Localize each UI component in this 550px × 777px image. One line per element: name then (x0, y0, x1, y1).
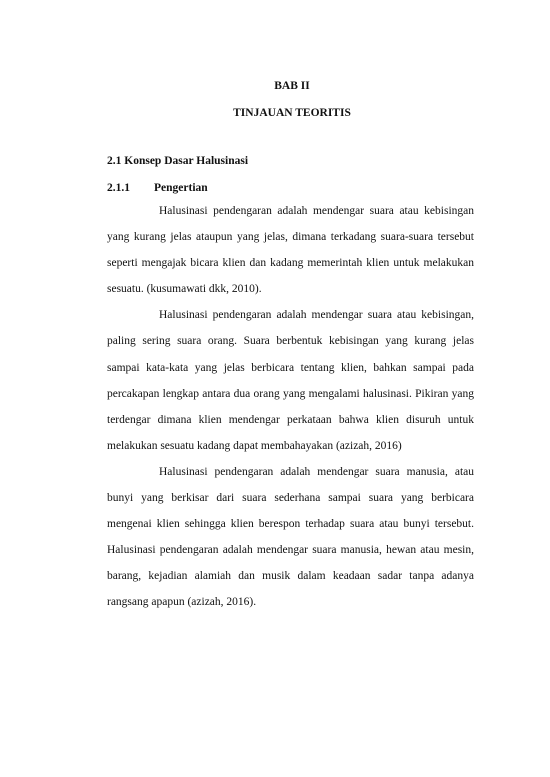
paragraph-3: Halusinasi pendengaran adalah mendengar suara manusia, atau bunyi yang berkisar dari suara sederhana sampai suara yang berbicara mengenai klien sehingga klien berespon terhadap suara atau bunyi tersebut. Halusinasi pendengaran adalah mendengar suara manusia, hewan atau mesin, barang, kejadian alamiah dan musik dalam keadaan sadar tanpa adanya rangsang apapun (azizah, 2016). (107, 465, 474, 609)
subsection-heading (107, 182, 208, 194)
body-text (107, 198, 474, 616)
subsection-title: Pengertian (154, 182, 208, 194)
subsection-number: 2.1.1 (107, 182, 130, 194)
section-heading: 2.1 Konsep Dasar Halusinasi (107, 155, 249, 167)
paragraph-1: Halusinasi pendengaran adalah mendengar suara atau kebisingan yang kurang jelas ataupun yang jelas, dimana terkadang suara-suara tersebut seperti mengajak bicara klien dan kadang memerintah klien untuk melakukan sesuatu. (kusumawati dkk, 2010). (107, 205, 474, 296)
chapter-title: TINJAUAN TEORITIS (233, 107, 351, 119)
chapter-number: BAB II (274, 80, 310, 92)
paragraph-2: Halusinasi pendengaran adalah mendengar suara atau kebisingan, paling sering suara orang. Suara berbentuk kebisingan yang kurang jelas sampai kata-kata yang jelas berbicara tentang klien, bahkan sampai pada percakapan lengkap antara dua orang yang mengalami halusinasi. Pikiran yang terdengar dimana klien mendengar perkataan bahwa klien disuruh untuk melakukan sesuatu kadang dapat membahayakan (azizah, 2016) (107, 309, 474, 452)
